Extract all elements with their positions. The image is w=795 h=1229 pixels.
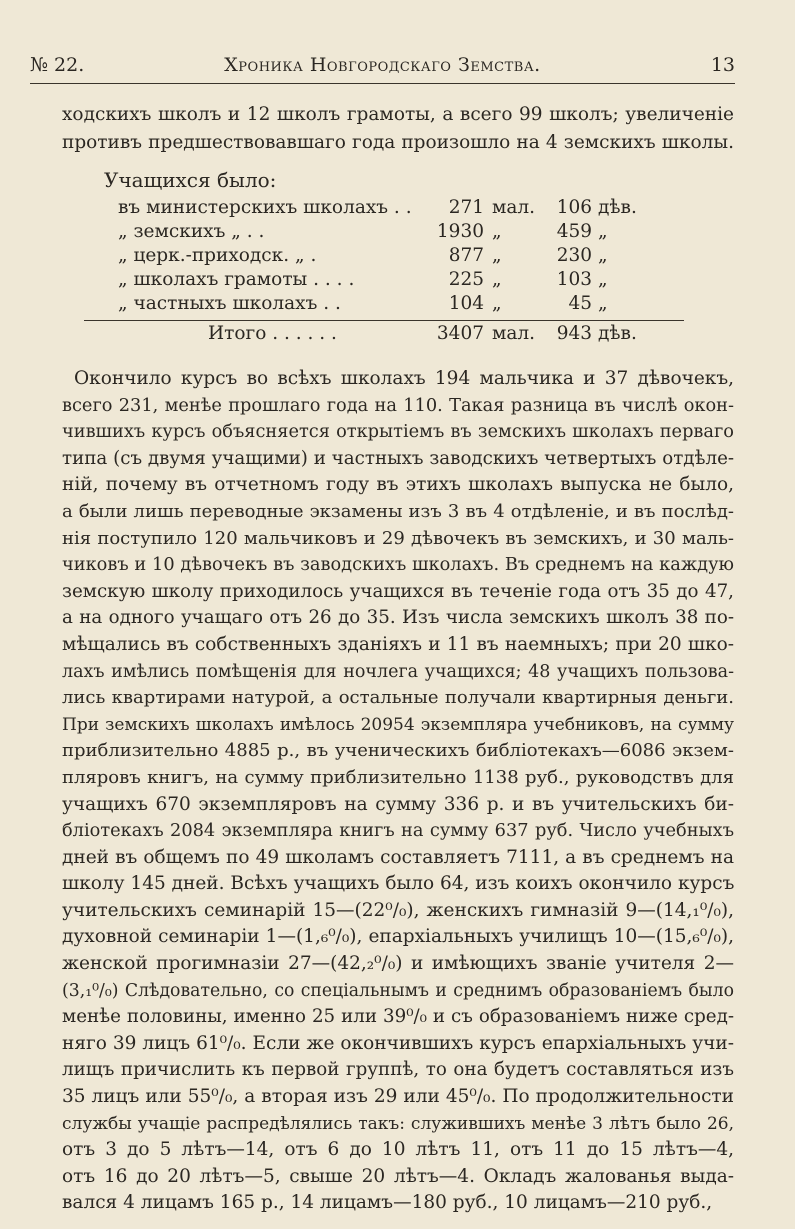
text-line: учительскихъ семинарій 15—(22⁰/₀), женскихъ гимназій 9—(14,₁⁰/₀),: [62, 899, 734, 921]
table-row: [118, 269, 678, 293]
running-header: [30, 54, 735, 84]
girls-unit: „: [598, 221, 608, 242]
text-line: мѣщались въ собственныхъ зданіяхъ и 11 въ наемныхъ; при 20 шко-: [62, 633, 734, 655]
text-line: лищъ причислить къ первой группѣ, то она будетъ составляться изъ: [62, 1059, 734, 1081]
girls-count: 106: [556, 197, 592, 218]
header-rule: [30, 83, 735, 84]
text-line: учащихъ 670 экземпляровъ на сумму 336 р. и въ учительскихъ би-: [62, 793, 734, 815]
total-boys-unit: мал.: [492, 323, 536, 344]
text-line: бліотекахъ 2084 экземпляра книгъ на сумму 637 руб. Число учебныхъ: [62, 821, 734, 842]
total-rule: [84, 320, 684, 321]
school-type: „ школахъ грамоты . . . .: [118, 269, 355, 290]
text-line: пляровъ книгъ, на сумму приблизительно 1138 руб., руководствъ для: [62, 766, 734, 788]
text-line: вался 4 лицамъ 165 р., 14 лицамъ—180 руб., 10 лицамъ—210 руб.,: [62, 1192, 713, 1214]
total-girls-unit: дѣв.: [598, 323, 637, 344]
text-line: ходскихъ школъ и 12 школъ грамоты, а всего 99 школъ; увеличеніе: [62, 104, 734, 125]
total-boys: 3407: [436, 323, 484, 344]
boys-unit: „: [492, 293, 502, 314]
boys-unit: „: [492, 269, 502, 290]
school-type: „ земскихъ „ . .: [118, 221, 265, 242]
boys-count: 1930: [436, 221, 484, 242]
text-line: лись квартирами натурой, а остальные получали квартирныя деньги.: [62, 687, 734, 709]
text-line: отъ 3 до 5 лѣтъ—14, отъ 6 до 10 лѣтъ 11, отъ 11 до 15 лѣтъ—4,: [62, 1139, 734, 1161]
girls-unit: дѣв.: [598, 197, 637, 218]
text-line: духовной семинаріи 1—(1,₆⁰/₀), епархіальныхъ училищъ 10—(15,₆⁰/₀),: [62, 926, 734, 948]
text-line: лахъ имѣлись помѣщенія для ночлега учащихся; 48 учащихъ пользова-: [62, 661, 734, 682]
text-line: типа (съ двумя учащими) и частныхъ заводскихъ четвертыхъ отдѣле-: [62, 447, 735, 469]
text-line: противъ предшествовавшаго года произошло на 4 земскихъ школы.: [62, 132, 734, 153]
text-line: всего 231, менѣе прошлаго года на 110. Такая разница въ числѣ окон-: [62, 395, 734, 416]
text-line: няго 39 лицъ 61⁰/₀. Если же окончившихъ курсъ епархіальныхъ учи-: [62, 1032, 734, 1054]
school-type: въ министерскихъ школахъ . .: [118, 197, 412, 218]
school-type: „ частныхъ школахъ . .: [118, 293, 341, 314]
text-line: женской прогимназіи 27—(42,₂⁰/₀) и имѣющихъ званіе учителя 2—: [62, 953, 734, 975]
text-line: ній, почему въ отчетномъ году въ этихъ школахъ выпуска не было,: [62, 474, 734, 496]
table-row: [118, 293, 678, 317]
girls-count: 45: [568, 293, 592, 314]
table-row: [118, 245, 678, 269]
table-total-row: [118, 323, 678, 347]
text-line: нія поступило 120 мальчиковъ и 29 дѣвочекъ въ земскихъ, и 30 маль-: [62, 527, 734, 549]
boys-unit: „: [492, 245, 502, 266]
girls-count: 459: [556, 221, 592, 242]
boys-count: 877: [448, 245, 484, 266]
girls-unit: „: [598, 245, 608, 266]
boys-count: 225: [448, 269, 484, 290]
intro-paragraph: [62, 101, 734, 157]
total-girls: 943: [556, 323, 592, 344]
boys-count: 104: [448, 293, 484, 314]
boys-unit: мал.: [492, 197, 536, 218]
journal-title: Хроника Новгородскаго Земства.: [224, 54, 541, 76]
text-line: При земскихъ школахъ имѣлось 20954 экземпляра учебниковъ, на сумму: [62, 714, 734, 735]
school-type: „ церк.-приходск. „ .: [118, 245, 317, 266]
students-table: [118, 197, 678, 317]
girls-unit: „: [598, 269, 608, 290]
table-row: [118, 197, 678, 221]
boys-unit: „: [492, 221, 502, 242]
main-paragraph: [62, 366, 734, 1217]
text-line: дней въ общемъ по 49 школамъ составляетъ 7111, а въ среднемъ на: [62, 846, 734, 868]
girls-count: 230: [556, 245, 592, 266]
text-line: отъ 16 до 20 лѣтъ—5, свыше 20 лѣтъ—4. Окладъ жалованья выда-: [62, 1165, 734, 1187]
boys-count: 271: [448, 197, 484, 218]
text-line: школу 145 дней. Всѣхъ учащихъ было 64, изъ коихъ окончило курсъ: [62, 873, 735, 895]
text-line: чиковъ и 10 дѣвочекъ въ заводскихъ школахъ. Въ среднемъ на каждую: [62, 555, 734, 576]
students-label: Учащихся было:: [104, 168, 277, 192]
page-number: 13: [710, 54, 735, 76]
total-label: Итого . . . . . .: [208, 323, 337, 344]
text-line: 35 лицъ или 55⁰/₀, а вторая изъ 29 или 45⁰/₀. По продолжительности: [62, 1086, 734, 1108]
text-line: приблизительно 4885 р., въ ученическихъ библіотекахъ—6086 экзем-: [62, 740, 734, 762]
text-line: менѣе половины, именно 25 или 39⁰/₀ и съ образованіемъ ниже сред-: [62, 1006, 734, 1028]
text-line: чившихъ курсъ объясняется открытіемъ въ земскихъ школахъ перваго: [62, 422, 734, 443]
text-line: а на одного учащаго отъ 26 до 35. Изъ числа земскихъ школъ 38 по-: [62, 607, 734, 629]
issue-number: № 22.: [30, 54, 85, 76]
text-line: (3,₁⁰/₀) Слѣдовательно, со спеціальнымъ и среднимъ образованіемъ было: [62, 980, 734, 1001]
text-line: земскую школу приходилось учащихся въ теченіе года отъ 35 до 47,: [62, 580, 734, 602]
girls-unit: „: [598, 293, 608, 314]
text-line: Окончило курсъ во всѣхъ школахъ 194 мальчика и 37 дѣвочекъ,: [74, 368, 734, 389]
text-line: службы учащіе распредѣлялись такъ: служившихъ менѣе 3 лѣтъ было 26,: [62, 1113, 734, 1134]
text-line: а были лишь переводные экзамены изъ 3 въ 4 отдѣленіе, и въ послѣд-: [62, 500, 734, 522]
girls-count: 103: [556, 269, 592, 290]
table-row: [118, 221, 678, 245]
